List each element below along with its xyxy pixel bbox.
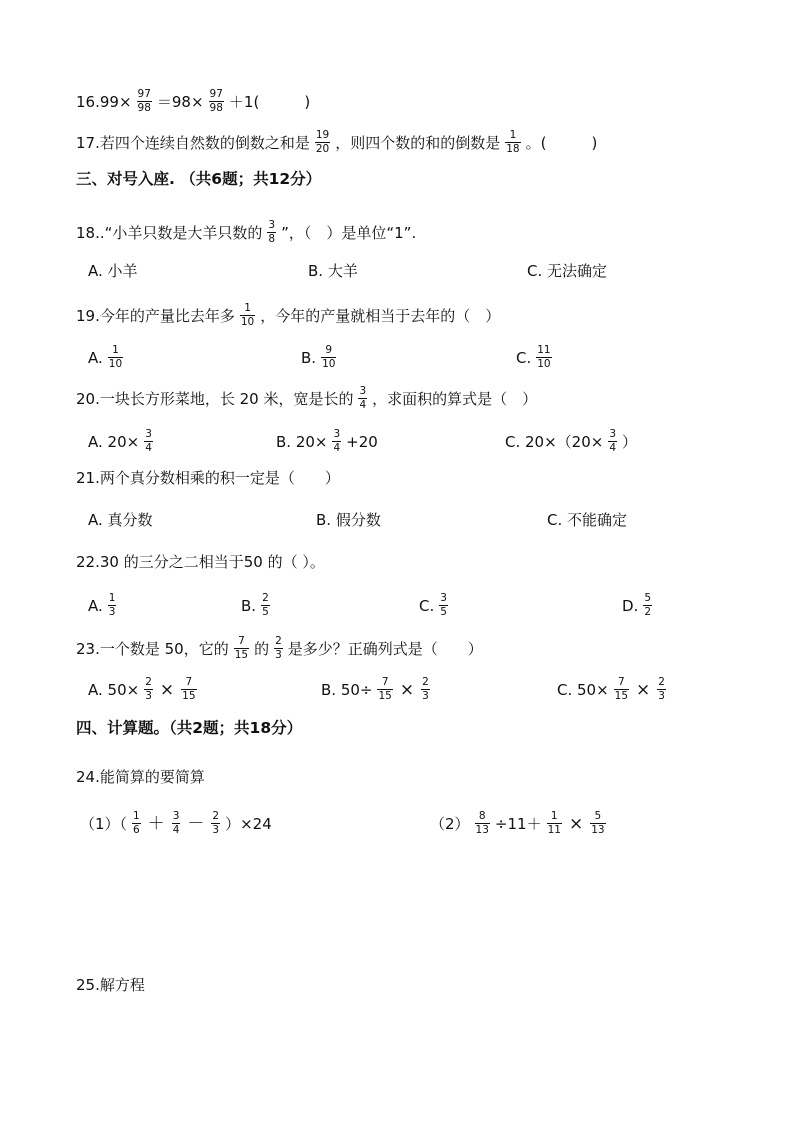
section-heading-3: 三、对号入座. （共6题；共12分） bbox=[76, 170, 322, 188]
fraction: $\frac{1}{6}$ bbox=[133, 810, 140, 836]
option-a[interactable]: A. $\frac{1}{10}$ bbox=[88, 344, 123, 370]
fraction: $\frac{3}{4}$ bbox=[145, 428, 152, 454]
fraction: $\frac{7}{15}$ bbox=[234, 635, 249, 661]
fraction: $\frac{2}{3}$ bbox=[145, 676, 152, 702]
fraction: $\frac{2}{5}$ bbox=[262, 592, 269, 618]
fraction: $\frac{2}{3}$ bbox=[275, 635, 282, 661]
fraction: $\frac{3}{8}$ bbox=[268, 219, 276, 245]
option-c[interactable]: C. $\frac{3}{5}$ bbox=[419, 592, 447, 618]
fraction: $\frac{7}{15}$ bbox=[378, 676, 392, 702]
option-c[interactable]: C. 20×（20× $\frac{3}{4}$ ） bbox=[505, 428, 638, 454]
question-25: 25.解方程 bbox=[76, 976, 145, 994]
answer-blank[interactable] bbox=[259, 93, 304, 111]
fraction: $\frac{1}{10}$ bbox=[108, 344, 123, 370]
fraction: $\frac{1}{18}$ bbox=[506, 129, 520, 155]
fraction: $\frac{3}{4}$ bbox=[609, 428, 617, 454]
option-b[interactable]: B. 50÷ $\frac{7}{15}$ × $\frac{2}{3}$ bbox=[321, 676, 429, 702]
option-a[interactable]: A. 50× $\frac{2}{3}$ × $\frac{7}{15}$ bbox=[88, 676, 196, 702]
problem-24-1: （1）（ $\frac{1}{6}$ ＋ $\frac{3}{4}$ － $\frac{2}{3}$ ）×24 bbox=[80, 810, 272, 836]
option-b[interactable]: B. 大羊 bbox=[308, 262, 358, 280]
fraction: $\frac{9}{10}$ bbox=[322, 344, 336, 370]
question-24: 24.能简算的要简算 bbox=[76, 768, 205, 786]
fraction: $\frac{3}{4}$ bbox=[359, 385, 367, 411]
fraction: $\frac{3}{4}$ bbox=[333, 428, 341, 454]
fraction: $\frac{7}{15}$ bbox=[614, 676, 629, 702]
answer-blank[interactable] bbox=[546, 134, 591, 152]
option-a[interactable]: A. 20× $\frac{3}{4}$ bbox=[88, 428, 152, 454]
question-16: 16.99× $\frac{97}{98}$ ＝98× $\frac{97}{98}$ ＋1( ) bbox=[76, 88, 311, 114]
option-b[interactable]: B. 假分数 bbox=[316, 511, 381, 529]
option-c[interactable]: C. 50× $\frac{7}{15}$ × $\frac{2}{3}$ bbox=[557, 676, 665, 702]
fraction: $\frac{5}{2}$ bbox=[644, 592, 652, 618]
question-19: 19.今年的产量比去年多 $\frac{1}{10}$ ，今年的产量就相当于去年的（ ） bbox=[76, 302, 501, 328]
fraction: $\frac{1}{11}$ bbox=[547, 810, 561, 836]
fraction: $\frac{2}{3}$ bbox=[658, 676, 665, 702]
question-23: 23.一个数是 50，它的 $\frac{7}{15}$ 的 $\frac{2}{3}$ 是多少？正确列式是（ ） bbox=[76, 635, 483, 661]
fraction: $\frac{1}{10}$ bbox=[240, 302, 255, 328]
option-b[interactable]: B. $\frac{9}{10}$ bbox=[301, 344, 336, 370]
fraction: $\frac{7}{15}$ bbox=[182, 676, 196, 702]
fraction: $\frac{8}{13}$ bbox=[475, 810, 489, 836]
option-d[interactable]: D. $\frac{5}{2}$ bbox=[622, 592, 652, 618]
option-a[interactable]: A. $\frac{1}{3}$ bbox=[88, 592, 116, 618]
option-a[interactable]: A. 小羊 bbox=[88, 262, 138, 280]
fraction: $\frac{19}{20}$ bbox=[315, 129, 330, 155]
option-b[interactable]: B. 20× $\frac{3}{4}$ +20 bbox=[276, 428, 378, 454]
fraction: $\frac{97}{98}$ bbox=[209, 88, 223, 114]
fraction: $\frac{97}{98}$ bbox=[137, 88, 151, 114]
section-heading-4: 四、计算题。（共2题；共18分） bbox=[76, 719, 303, 737]
fraction: $\frac{2}{3}$ bbox=[422, 676, 429, 702]
fraction: $\frac{11}{10}$ bbox=[537, 344, 551, 370]
question-22: 22.30 的三分之二相当于50 的（ ）。 bbox=[76, 553, 325, 571]
question-17: 17.若四个连续自然数的倒数之和是 $\frac{19}{20}$ ，则四个数的和的倒数是 $\frac{1}{18}$ 。( ) bbox=[76, 129, 598, 155]
option-b[interactable]: B. $\frac{2}{5}$ bbox=[241, 592, 269, 618]
fraction: $\frac{5}{13}$ bbox=[591, 810, 605, 836]
problem-24-2: （2） $\frac{8}{13}$ ÷11＋ $\frac{1}{11}$ × $\frac{5}{13}$ bbox=[430, 810, 605, 836]
question-20: 20.一块长方形菜地，长 20 米，宽是长的 $\frac{3}{4}$ ，求面积的算式是（ ） bbox=[76, 385, 538, 411]
fraction: $\frac{3}{5}$ bbox=[440, 592, 447, 618]
fraction: $\frac{1}{3}$ bbox=[108, 592, 116, 618]
option-c[interactable]: C. $\frac{11}{10}$ bbox=[516, 344, 551, 370]
option-c[interactable]: C. 无法确定 bbox=[527, 262, 608, 280]
question-21: 21.两个真分数相乘的积一定是（ ） bbox=[76, 469, 340, 487]
fraction: $\frac{2}{3}$ bbox=[212, 810, 220, 836]
fraction: $\frac{3}{4}$ bbox=[172, 810, 180, 836]
option-c[interactable]: C. 不能确定 bbox=[547, 511, 628, 529]
option-a[interactable]: A. 真分数 bbox=[88, 511, 153, 529]
question-18: 18..“小羊只数是大羊只数的 $\frac{3}{8}$ ”，（ ）是单位“1”. bbox=[76, 219, 417, 245]
